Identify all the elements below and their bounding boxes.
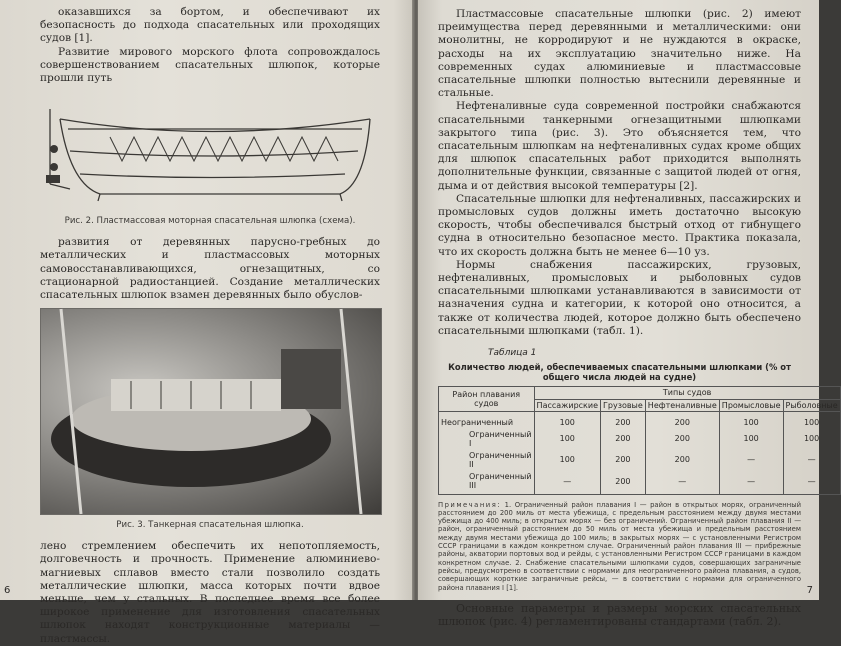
table-cell: — [719, 450, 783, 471]
figure-2-caption: Рис. 2. Пластмассовая моторная спасательная шлюпка (схема). [64, 216, 356, 227]
table-row [439, 412, 841, 429]
table-row [439, 471, 841, 495]
table-cell: — [719, 471, 783, 495]
page-number-right: 7 [806, 585, 813, 596]
figure-2-boat-diagram [40, 89, 380, 207]
table-cell: 100 [534, 429, 600, 450]
table-cell-region: Ограниченный II [439, 450, 535, 471]
table-col-header: Промысловые [719, 399, 783, 412]
table-cell: 100 [719, 429, 783, 450]
right-bottom-paragraph: Основные параметры и размеры морских спасательных шлюпок (рис. 4) регламентированы стандартами (табл. 2). [438, 601, 801, 629]
notes-text: 1. Ограниченный район плавания I — район в открытых морях, ограниченный расстоянием до 200 миль от места убежища, с предельным расстоянием между двумя местами убежища до 400 миль; в открытых морях — без ограничений. Ограниченный район плавания II — район, ограниченный расстоянием до 50 миль от места убежища и предельным расстоянием между двумя местами убежища до 100 миль; в закрытых морях — с установленными Регистром СССР границами в каждом конкретном случае. Ограниченный район плавания III — прибрежные районы, акватории портовых вод и рейды, с установленными Регистром СССР границами в каждом конкретном случае. 2. Снабжение спасательными шлюпками судов, совершающих заграничные рейсы, предусмотрено в соответствии с нормами для неограниченного района плавания, а судов, совершающих короткие заграничные рейсы, — в соответствии с нормами для ограниченного района плавания I [1]. [438, 500, 801, 592]
table-row [439, 429, 841, 450]
table-cell: 200 [601, 412, 646, 429]
table-cell: 200 [645, 429, 719, 450]
table-row [439, 450, 841, 471]
right-paragraph-2: Нефтеналивные суда современной постройки снабжаются спасательными танкерными огнезащитными шлюпками закрытого типа (рис. 3). Это объясняется тем, что спасательным шлюпкам на нефтеналивных судах кроме общих для шлюпок спасательных работ приходится выполнять дополнительные функции, связанные с защитой людей от огня, дыма и от действия высокой температуры [2]. [438, 100, 801, 192]
table-cell: 200 [601, 450, 646, 471]
left-page [0, 0, 414, 645]
table-cell: 200 [645, 450, 719, 471]
figure-3-caption: Рис. 3. Танкерная спасательная шлюпка. [116, 520, 304, 531]
table-cell: 100 [783, 412, 840, 429]
left-top-paragraph-1: оказавшихся за бортом, и обеспечивают их безопасность до подхода спасательных или проходящих судов [1]. [40, 6, 380, 45]
table-header-ship-types: Типы судов [534, 387, 840, 400]
table-col-header: Грузовые [601, 399, 646, 412]
table-cell: 100 [534, 412, 600, 429]
table-cell: — [783, 471, 840, 495]
figure-3-tanker-lifeboat-photo [40, 308, 382, 515]
table-1-title: Количество людей, обеспечиваемых спасательными шлюпками (% от общего числа людей на судне) [448, 362, 791, 383]
table-col-header: Нефтеналивные [645, 399, 719, 412]
table-col-header: Рыболовные [783, 399, 840, 412]
table-cell-region: Ограниченный I [439, 429, 535, 450]
table-cell: 200 [601, 471, 646, 495]
table-notes [438, 501, 801, 592]
left-top-paragraph-2: Развитие мирового морского флота сопровождалось совершенствованием спасательных шлюпок, которые прошли путь [40, 45, 380, 85]
table-cell: 100 [534, 450, 600, 471]
right-page [418, 0, 838, 629]
table-cell: — [645, 471, 719, 495]
lifeboat-photo-shapes [41, 309, 381, 514]
table-cell: 200 [645, 412, 719, 429]
right-paragraph-3: Спасательные шлюпки для нефтеналивных, пассажирских и промысловых судов должны иметь достаточно высокую скорость, чтобы обеспечивался быстрый отход от гибнущего судна в относительно безопасное место. Практика показала, что их скорость должна быть не менее 6—10 уз. [438, 192, 801, 258]
table-cell: — [783, 450, 840, 471]
table-cell-region: Неограниченный [439, 412, 535, 429]
left-bottom-paragraph: лено стремлением обеспечить их непотопляемость, долговечность и прочность. Применение алюминиево-магниевых сплавов вместо стали позволило создать металлические шлюпки, масса которых почти вдвое меньше, чем у стальных. В последнее время все более широкое применение для изготовления спасательных шлюпок находят конструкционные материалы — пластмассы. [40, 540, 380, 645]
right-paragraph-4: Нормы снабжения пассажирских, грузовых, нефтеналивных, промысловых и рыболовных судов спасательными шлюпками устанавливаются в зависимости от назначения судна и категории, к которой оно относится, а также от количества людей, которое должно быть обеспечено спасательными шлюпками (табл. 1). [438, 258, 801, 337]
notes-label: Примечания: [438, 500, 502, 509]
table-1-label: Таблица 1 [488, 348, 537, 359]
table-1 [438, 386, 841, 495]
table-cell-region: Ограниченный III [439, 471, 535, 495]
table-col-header: Пассажирские [534, 399, 600, 412]
left-middle-paragraph: развития от деревянных парусно-гребных до металлических и пластмассовых моторных самовосстанавливающихся, огнезащитных, со стационарной радиостанцией. Создание металлических спасательных шлюпок взамен деревянных было обуслов- [40, 236, 380, 302]
right-paragraph-1: Пластмассовые спасательные шлюпки (рис. 2) имеют преимущества перед деревянными и металлическими: они монолитны, не корродируют и не нуждаются в окраске, расходы на их эксплуатацию значительно ниже. На современных судах алюминиевые и пластмассовые спасательные шлюпки полностью вытеснили деревянные и стальные. [438, 8, 801, 100]
table-cell: — [534, 471, 600, 495]
table-cell: 100 [719, 412, 783, 429]
table-cell: 200 [601, 429, 646, 450]
table-cell: 100 [783, 429, 840, 450]
table-header-region: Район плавания судов [439, 387, 535, 412]
page-number-left: 6 [4, 585, 11, 596]
